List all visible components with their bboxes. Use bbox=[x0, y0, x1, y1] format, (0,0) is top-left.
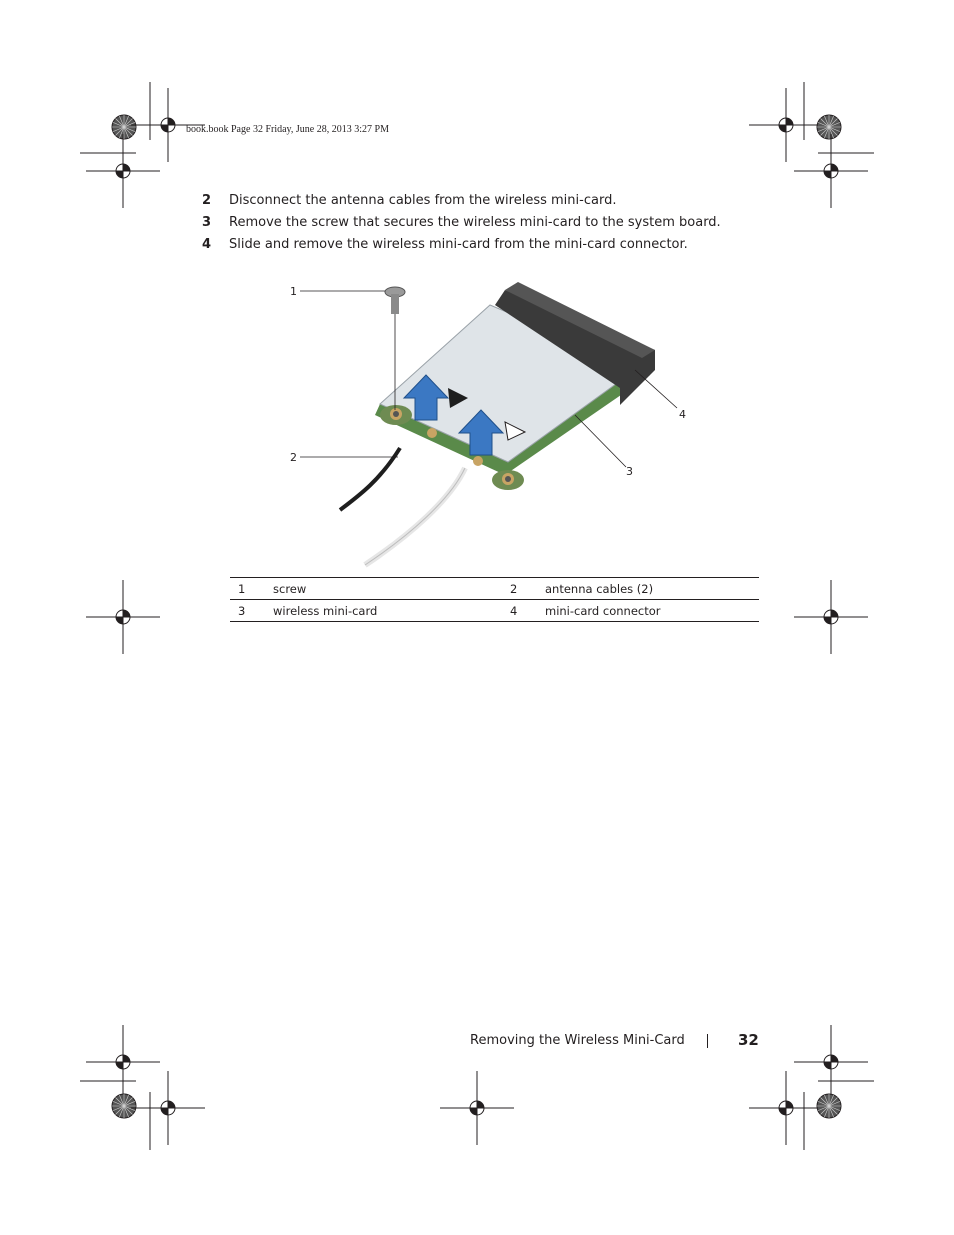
legend-label: screw bbox=[273, 581, 307, 596]
legend-number: 2 bbox=[510, 581, 518, 596]
table-row bbox=[230, 578, 759, 600]
step-text: Disconnect the antenna cables from the wireless mini-card. bbox=[229, 193, 617, 208]
legend-number: 1 bbox=[238, 581, 246, 596]
callout-3: 3 bbox=[626, 465, 633, 478]
step-number: 4 bbox=[202, 237, 212, 252]
legend-label: antenna cables (2) bbox=[545, 581, 654, 596]
white-antenna-cable bbox=[365, 468, 465, 565]
step-3 bbox=[202, 215, 721, 230]
step-text: Remove the screw that secures the wireless mini-card to the system board. bbox=[229, 215, 721, 230]
page-number: 32 bbox=[738, 1031, 759, 1049]
callout-4: 4 bbox=[679, 408, 686, 421]
mini-card-illustration bbox=[280, 270, 740, 570]
callout-legend-table bbox=[230, 577, 759, 622]
print-stamp: book.book Page 32 Friday, June 28, 2013 3:27 PM bbox=[186, 124, 389, 135]
step-number: 2 bbox=[202, 193, 212, 208]
legend-label: mini-card connector bbox=[545, 603, 661, 618]
legend-label: wireless mini-card bbox=[273, 603, 378, 618]
step-text: Slide and remove the wireless mini-card from the mini-card connector. bbox=[229, 237, 688, 252]
callout-1: 1 bbox=[290, 285, 297, 298]
step-2 bbox=[202, 193, 616, 208]
legend-number: 4 bbox=[510, 603, 518, 618]
callout-2: 2 bbox=[290, 451, 297, 464]
table-row bbox=[230, 600, 759, 622]
step-number: 3 bbox=[202, 215, 212, 230]
step-4 bbox=[202, 237, 688, 252]
footer-divider bbox=[707, 1034, 708, 1048]
legend-number: 3 bbox=[238, 603, 246, 618]
footer-section-title: Removing the Wireless Mini-Card bbox=[470, 1033, 685, 1048]
